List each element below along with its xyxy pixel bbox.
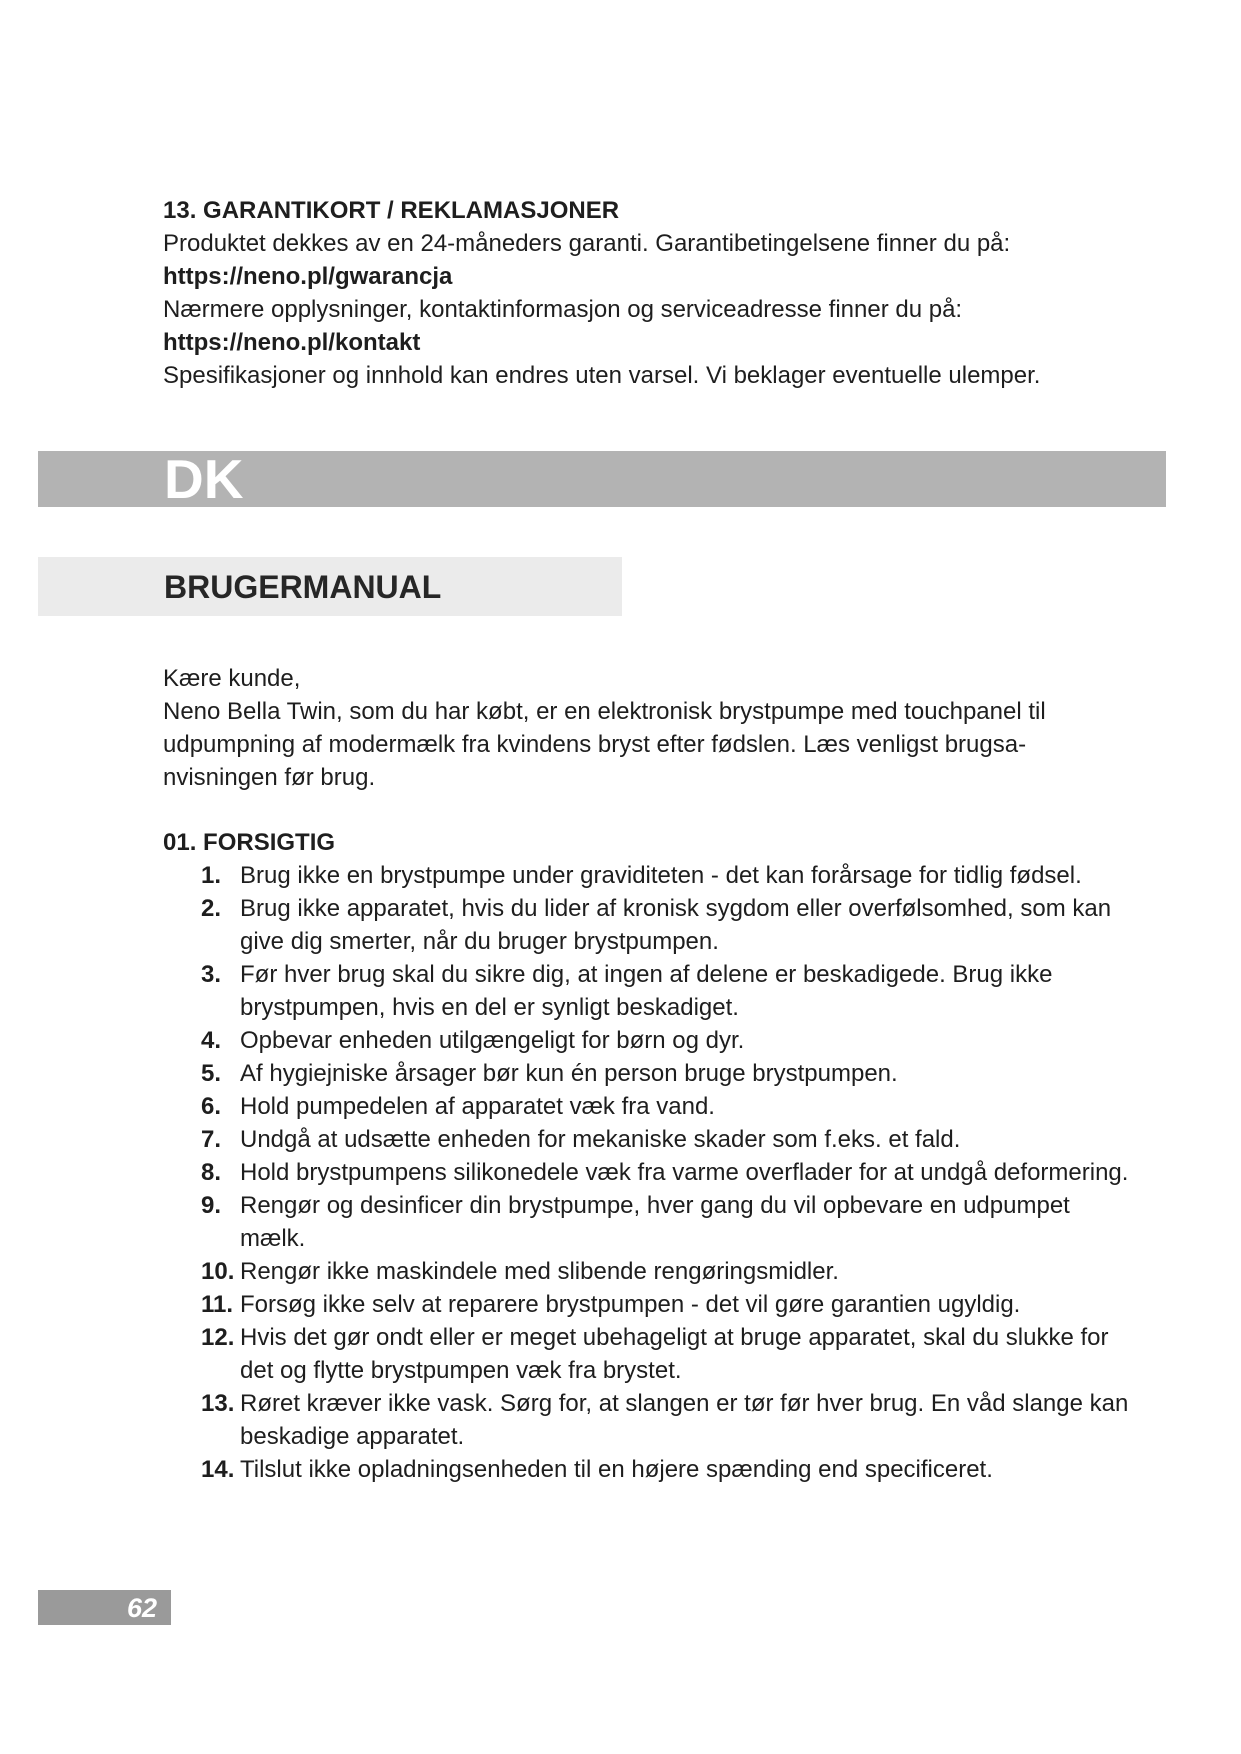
disclaimer-text: Spesifikasjoner og innhold kan endres uten varsel. Vi beklager eventuelle ulemper. bbox=[163, 362, 1041, 389]
caution-list bbox=[163, 859, 1129, 1486]
item-number: 2. bbox=[201, 895, 222, 922]
item-number: 13. bbox=[201, 1390, 235, 1417]
list-item bbox=[163, 1288, 1123, 1321]
list-item bbox=[163, 1090, 1123, 1123]
warranty-link[interactable]: https://neno.pl/gwarancja bbox=[163, 263, 453, 290]
item-number: 6. bbox=[201, 1093, 222, 1120]
list-item bbox=[163, 1123, 1123, 1156]
intro-section bbox=[163, 662, 1093, 794]
list-item bbox=[163, 1057, 1123, 1090]
list-item bbox=[163, 859, 1123, 892]
caution-section bbox=[163, 826, 1129, 1486]
warranty-section bbox=[163, 194, 1123, 392]
item-text: Brug ikke apparatet, hvis du lider af kronisk sygdom eller overfølsomhed, som kan give dig smerter, når du bruger brystpumpen. bbox=[240, 895, 1112, 955]
list-item bbox=[163, 892, 1123, 958]
item-number: 1. bbox=[201, 862, 222, 889]
warranty-text: Produktet dekkes av en 24-måneders garanti. Garantibetingelsene finner du på: bbox=[163, 230, 1011, 257]
item-text: Røret kræver ikke vask. Sørg for, at slangen er tør før hver brug. En våd slange kan beskadige apparatet. bbox=[240, 1390, 1129, 1450]
item-text: Rengør ikke maskindele med slibende rengøringsmidler. bbox=[240, 1258, 839, 1285]
contact-text: Nærmere opplysninger, kontaktinformasjon og serviceadresse finner du på: bbox=[163, 296, 963, 323]
list-item bbox=[163, 1156, 1129, 1189]
item-number: 9. bbox=[201, 1192, 222, 1219]
item-text: Tilslut ikke opladningsenheden til en højere spænding end specificeret. bbox=[240, 1456, 993, 1483]
intro-paragraph: Neno Bella Twin, som du har købt, er en elektronisk brystpumpe med touchpanel til udpumpning af modermælk fra kvindens bryst efter fødslen. Læs venligst brugsa-nvisningen før brug. bbox=[163, 698, 1046, 791]
item-text: Rengør og desinficer din brystpumpe, hver gang du vil opbevare en udpumpet mælk. bbox=[240, 1192, 1070, 1252]
item-text: Hold brystpumpens silikonedele væk fra varme overflader for at undgå deformering. bbox=[240, 1159, 1129, 1186]
title-bar bbox=[38, 557, 622, 616]
language-bar bbox=[38, 448, 1166, 510]
item-number: 10. bbox=[201, 1258, 235, 1285]
page-number: 62 bbox=[126, 1593, 157, 1623]
item-text: Opbevar enheden utilgængeligt for børn og dyr. bbox=[240, 1027, 745, 1054]
page-title: BRUGERMANUAL bbox=[164, 569, 442, 605]
item-text: Af hygiejniske årsager bør kun én person bruge brystpumpen. bbox=[240, 1060, 898, 1087]
item-number: 12. bbox=[201, 1324, 235, 1351]
item-number: 4. bbox=[201, 1027, 222, 1054]
item-text: Undgå at udsætte enheden for mekaniske skader som f.eks. et fald. bbox=[240, 1126, 961, 1153]
item-text: Forsøg ikke selv at reparere brystpumpen - det vil gøre garantien ugyldig. bbox=[240, 1291, 1021, 1318]
item-text: Før hver brug skal du sikre dig, at ingen af delene er beskadigede. Brug ikke brystpumpen, hvis en del er synligt beskadiget. bbox=[240, 961, 1053, 1021]
item-text: Brug ikke en brystpumpe under graviditeten - det kan forårsage for tidlig fødsel. bbox=[240, 862, 1082, 889]
item-number: 5. bbox=[201, 1060, 222, 1087]
language-code: DK bbox=[164, 448, 244, 510]
list-item bbox=[163, 1321, 1123, 1387]
list-item bbox=[163, 1453, 1123, 1486]
list-item bbox=[163, 1255, 1123, 1288]
item-number: 14. bbox=[201, 1456, 235, 1483]
warranty-heading: 13. GARANTIKORT / REKLAMASJONER bbox=[163, 197, 620, 224]
greeting: Kære kunde, bbox=[163, 665, 301, 692]
list-item bbox=[163, 1024, 1123, 1057]
item-number: 7. bbox=[201, 1126, 222, 1153]
page-number-bar bbox=[38, 1590, 171, 1625]
list-item bbox=[163, 958, 1123, 1024]
item-number: 11. bbox=[201, 1291, 234, 1318]
caution-heading: 01. FORSIGTIG bbox=[163, 829, 336, 856]
item-number: 3. bbox=[201, 961, 222, 988]
list-item bbox=[163, 1189, 1123, 1255]
contact-link[interactable]: https://neno.pl/kontakt bbox=[163, 329, 421, 356]
list-item bbox=[163, 1387, 1129, 1453]
item-text: Hold pumpedelen af apparatet væk fra vand. bbox=[240, 1093, 715, 1120]
item-text: Hvis det gør ondt eller er meget ubehageligt at bruge apparatet, skal du slukke for det og flytte brystpumpen væk fra brystet. bbox=[240, 1324, 1109, 1384]
item-number: 8. bbox=[201, 1159, 222, 1186]
